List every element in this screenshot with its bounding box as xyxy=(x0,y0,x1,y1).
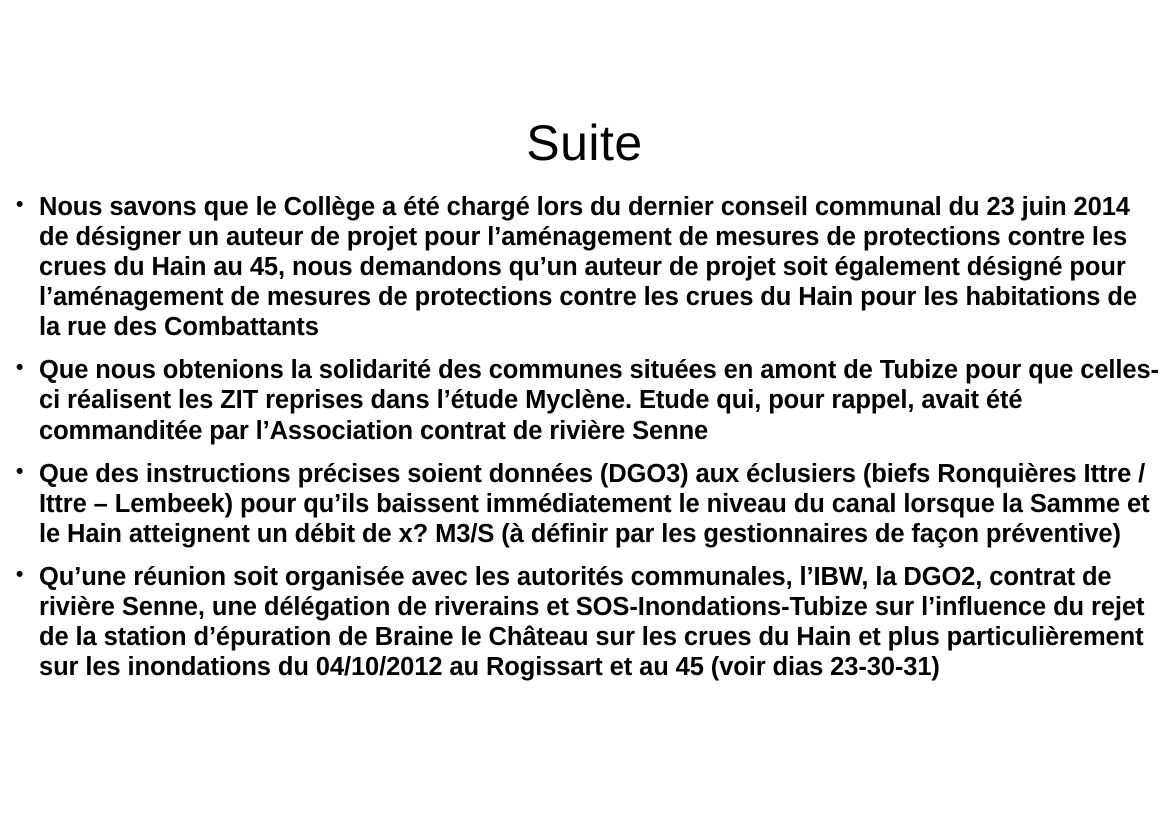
list-item xyxy=(10,562,1162,682)
list-item-text: Que nous obtenions la solidarité des communes situées en amont de Tubize pour que celles-ci réalisent les ZIT reprises dans l’étude Myclène. Etude qui, pour rappel, avait été commanditée par l’Association contrat de rivière Senne xyxy=(39,356,1159,445)
list-item-text: Qu’une réunion soit organisée avec les autorités communales, l’IBW, la DGO2, contrat de rivière Senne, une délégation de riverains et SOS-Inondations-Tubize sur l’influence du rejet de la station d’épuration de Braine le Château sur les crues du Hain et plus particulièrement sur les inondations du 04/10/2012 au Rogissart et au 45 (voir dias 23-30-31) xyxy=(39,562,1145,682)
bullet-list xyxy=(10,192,1162,682)
bullet-icon: • xyxy=(16,356,24,380)
bullet-icon: • xyxy=(16,193,24,216)
list-item-text: Nous savons que le Collège a été chargé lors du dernier conseil communal du 23 juin 2014 de désigner un auteur de projet pour l’aménagement de mesures de protections contre les crues du Hain au 45, nous demandons qu’un auteur de projet soit également désigné pour l’aménagement de mesures de protections contre les crues du Hain pour les habitations de la rue des Combattants xyxy=(39,193,1137,342)
list-item xyxy=(10,459,1162,549)
page-title: Suite xyxy=(526,114,643,171)
bullet-icon: • xyxy=(16,459,24,483)
list-item xyxy=(10,192,1162,342)
list-item xyxy=(10,355,1162,445)
list-item-text: Que des instructions précises soient données (DGO3) aux éclusiers (biefs Ronquières Ittre / Ittre – Lembeek) pour qu’ils baissent immédiatement le niveau du canal lorsque la Samme et le Hain atteignent un débit de x? M3/S (à définir par les gestionnaires de façon préventive) xyxy=(39,459,1150,548)
bullet-icon: • xyxy=(16,562,24,586)
